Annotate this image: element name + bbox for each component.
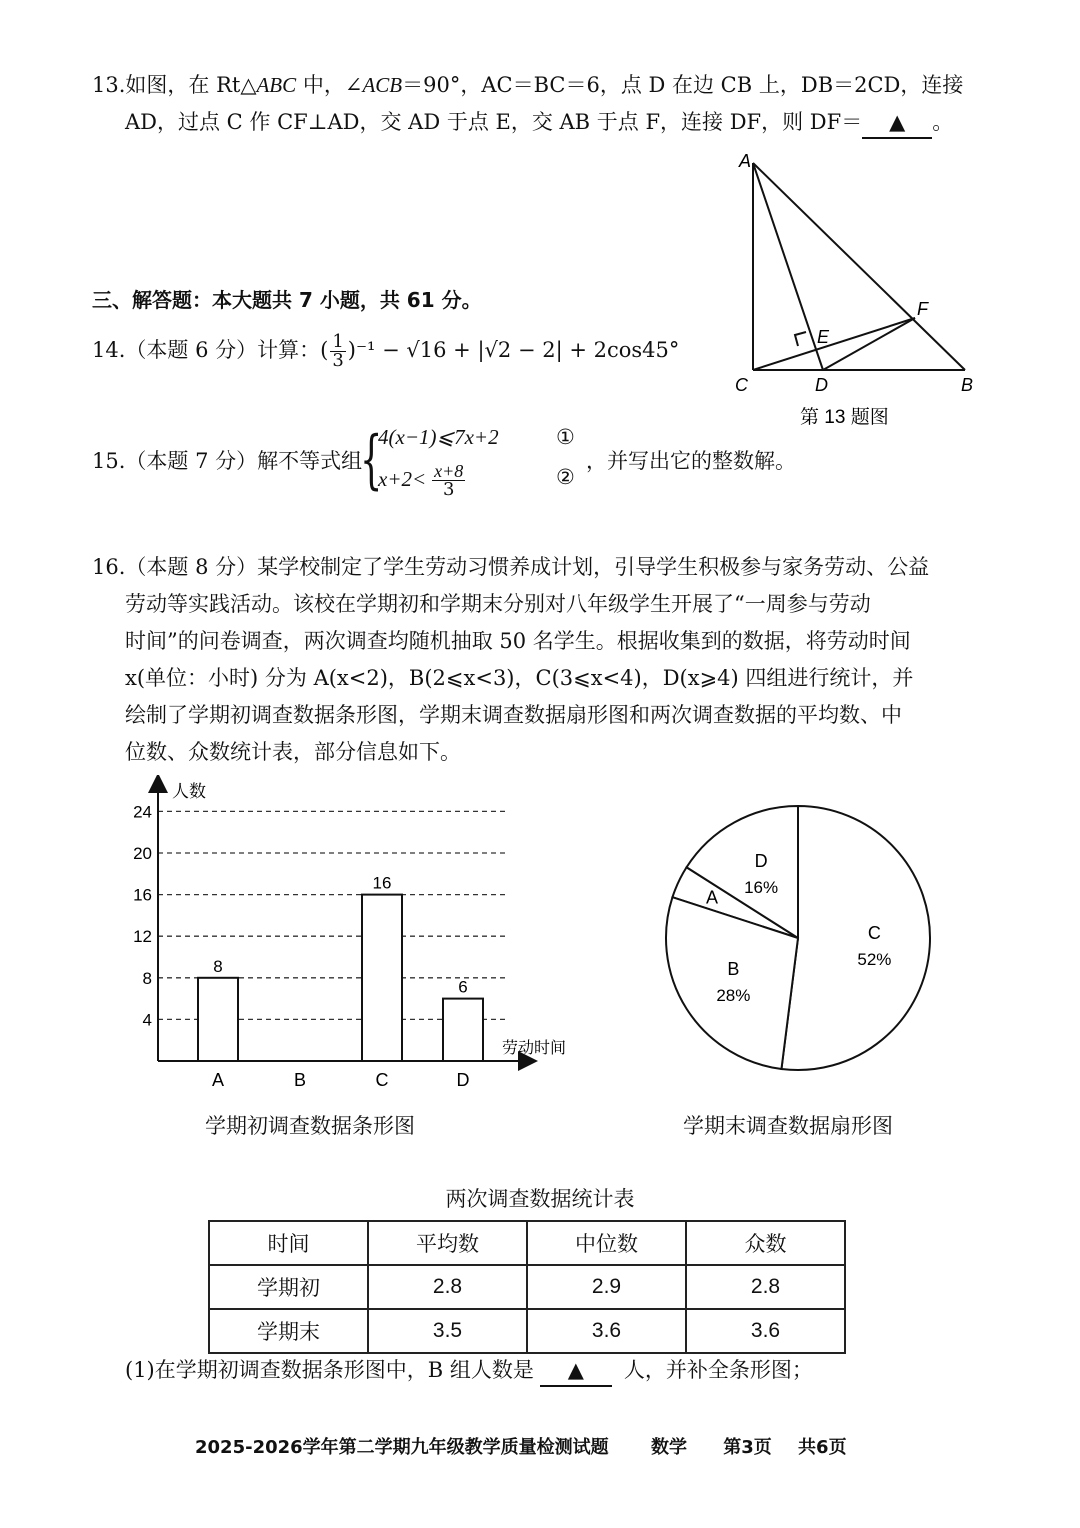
y-tick-label: 20	[133, 844, 152, 863]
segment-ab	[753, 163, 965, 370]
q15-prefix: 15.（本题 7 分）解不等式组	[92, 449, 363, 473]
bar-d	[443, 999, 483, 1061]
table-header-cell: 时间	[209, 1221, 368, 1265]
y-tick-label: 8	[142, 968, 152, 988]
pie-percent-label: 52%	[857, 949, 892, 969]
table-cell: 2.9	[527, 1265, 686, 1309]
table-title: 两次调查数据统计表	[445, 1187, 635, 1211]
page-footer	[195, 1433, 847, 1459]
table-row	[209, 1309, 845, 1353]
bar-data-label: 16	[372, 873, 392, 893]
q13-answer-blank[interactable]: ▲	[862, 107, 932, 139]
table-cell: 3.6	[686, 1309, 845, 1353]
table-cell: 3.5	[368, 1309, 527, 1353]
point-b-label: B	[961, 375, 974, 395]
pie-percent-label: 28%	[716, 986, 751, 1006]
bar-chart	[110, 775, 590, 1095]
q15-tag1: ①	[556, 425, 575, 449]
pie-chart-slices	[666, 806, 930, 1070]
q16-part1: (1)在学期初调查数据条形图中，B 组人数是 ▲ 人，并补全条形图；	[125, 1355, 813, 1387]
q16-part1-blank[interactable]: ▲	[540, 1355, 612, 1387]
table-row	[209, 1265, 845, 1309]
q15-number: 15.	[92, 449, 126, 473]
table-cell: 学期末	[209, 1309, 368, 1353]
q14-fraction: $\frac{1}{3}$	[332, 331, 344, 371]
q16-line5: 绘制了学期初调查数据条形图，学期末调查数据扇形图和两次调查数据的平均数、中	[125, 703, 902, 727]
y-tick-label: 12	[133, 927, 152, 947]
pie-slice-c	[781, 806, 930, 1070]
bar-a	[198, 978, 238, 1061]
q15-suffix: ，并写出它的整数解。	[586, 449, 796, 473]
table-header-cell: 众数	[686, 1221, 845, 1265]
q16-line1: 16.（本题 8 分）某学校制定了学生劳动习惯养成计划，引导学生积极参与家务劳动、公益	[92, 555, 930, 579]
x-category-label: B	[293, 1070, 307, 1090]
bar-chart-title: 学期初调查数据条形图	[205, 1114, 415, 1138]
x-category-label: C	[375, 1070, 389, 1090]
section3-title: 三、解答题：本大题共 7 小题，共 61 分。	[92, 288, 482, 312]
segment-cf	[753, 318, 915, 370]
point-a-label: A	[739, 151, 752, 171]
q13-number: 13.	[92, 73, 126, 97]
q15-ineq2: x+2< $\frac{x+8}{3}$	[378, 461, 464, 500]
x-axis-label: 劳动时间	[502, 1040, 567, 1057]
q14-number: 14.	[92, 338, 126, 362]
right-angle-mark	[795, 332, 806, 346]
q13-figure-caption: 第 13 题图	[800, 407, 889, 428]
q15-ineq1: 4(x−1)⩽7x+2	[378, 425, 499, 449]
q13-figure	[725, 145, 995, 430]
bar-data-label: 8	[213, 956, 223, 976]
table-cell: 3.6	[527, 1309, 686, 1353]
q15-tag2: ②	[556, 465, 575, 489]
bar-chart-yticks	[133, 802, 152, 1029]
stats-table	[208, 1220, 846, 1354]
q16-line6: 位数、众数统计表，部分信息如下。	[125, 740, 461, 764]
table-header-row	[209, 1221, 845, 1265]
table-header-cell: 平均数	[368, 1221, 527, 1265]
q14-line: 14.（本题 6 分）计算：( $\frac{1}{3}$ )⁻¹ − √16 + |√2 − 2| + 2cos45°	[92, 331, 680, 371]
pie-percent-label: 16%	[744, 877, 779, 897]
point-f-label: F	[917, 299, 928, 319]
table-header-cell: 中位数	[527, 1221, 686, 1265]
q16-line4: x(单位：小时) 分为 A(x<2)，B(2⩽x<3)，C(3⩽x<4)，D(x⩾4) 四组进行统计，并	[125, 666, 914, 690]
footer-exam: 2025-2026学年第二学期九年级教学质量检测试题	[195, 1437, 609, 1458]
y-tick-label: 24	[133, 802, 152, 822]
footer-subject: 数学	[650, 1437, 687, 1458]
pie-chart-title: 学期末调查数据扇形图	[683, 1114, 893, 1138]
point-d-label: D	[815, 375, 828, 395]
q16-line2: 劳动等实践活动。该校在学期初和学期末分别对八年级学生开展了“一周参与劳动	[125, 592, 871, 616]
table-cell: 2.8	[686, 1265, 845, 1309]
pie-label: B	[727, 959, 740, 980]
bar-chart-categories	[212, 1070, 470, 1090]
table-cell: 2.8	[368, 1265, 527, 1309]
y-axis-label: 人数	[172, 782, 206, 801]
footer-page: 第3页	[723, 1437, 772, 1458]
x-category-label: A	[211, 1070, 225, 1090]
q13-line1: 13.如图，在 Rt△ABC 中，∠ACB＝90°，AC＝BC＝6，点 D 在边 CB 上，DB＝2CD，连接	[92, 73, 964, 97]
y-tick-label: 16	[133, 885, 152, 905]
point-e-label: E	[817, 327, 830, 347]
q16-number: 16.	[92, 555, 126, 579]
pie-label: A	[705, 887, 719, 908]
segment-ad	[753, 163, 823, 370]
bar-c	[362, 895, 402, 1061]
pie-label: D	[754, 850, 768, 871]
bar-data-label: 6	[458, 977, 468, 997]
y-tick-label: 4	[142, 1010, 152, 1030]
x-category-label: D	[456, 1070, 470, 1090]
footer-total: 共6页	[798, 1437, 847, 1458]
pie-label: C	[867, 922, 881, 943]
q16-line3: 时间”的问卷调查，两次调查均随机抽取 50 名学生。根据收集到的数据，将劳动时间	[125, 629, 911, 653]
q15-brace: {	[360, 423, 383, 497]
q13-line2: AD，过点 C 作 CF⊥AD，交 AD 于点 E，交 AB 于点 F，连接 DF，则 DF＝ ▲ 。	[125, 107, 953, 139]
table-cell: 学期初	[209, 1265, 368, 1309]
point-c-label: C	[735, 375, 748, 395]
pie-chart	[655, 795, 945, 1085]
bar-chart-bars	[198, 874, 483, 1061]
